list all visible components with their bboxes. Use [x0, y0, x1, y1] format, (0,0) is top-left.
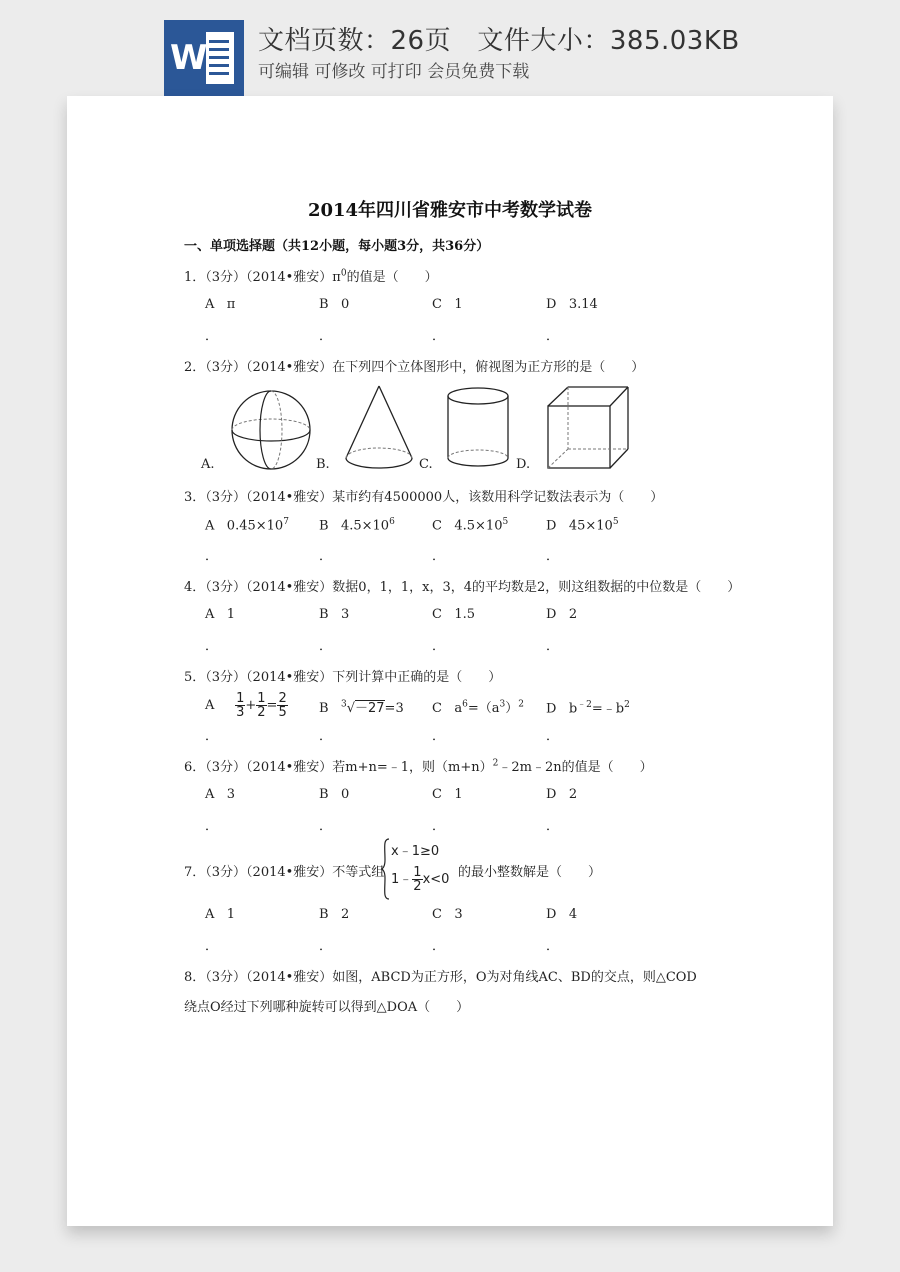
- q1-option-d[interactable]: D 3.14: [546, 297, 598, 312]
- q5-option-a[interactable]: A $\frac{1}{3}$ + $\frac{1}{2}$ = $\frac{2}{5}$: [205, 691, 287, 720]
- q2-option-b[interactable]: B.: [316, 457, 330, 472]
- fraction: $\frac{1}{2}$: [257, 691, 266, 720]
- q5-option-d[interactable]: D $b^{﹣2}=﹣b^2$: [546, 700, 630, 717]
- file-features: 可编辑 可修改 可打印 会员免费下载: [258, 62, 530, 82]
- file-info-banner: [0, 0, 900, 100]
- question-2: 2．（3分）（2014•雅安）在下列四个立体图形中，俯视图为正方形的是（ ）: [184, 360, 645, 375]
- q4-option-b[interactable]: B 3: [319, 607, 350, 622]
- q4-option-a[interactable]: A 1: [205, 607, 236, 622]
- question-7-tail: 的最小整数解是（ ）: [458, 865, 602, 880]
- fraction: $\frac{2}{5}$: [278, 691, 287, 720]
- file-stats: 文档页数：26页 文件大小：385.03KB: [258, 26, 740, 56]
- q7-option-a[interactable]: A 1: [205, 907, 236, 922]
- word-letter: W: [170, 32, 206, 84]
- q4-option-c[interactable]: C 1.5: [432, 607, 476, 622]
- q1-option-c[interactable]: C 1: [432, 297, 463, 312]
- question-4: 4．（3分）（2014•雅安）数据0，1，1，x，3，4的平均数是2，则这组数据的中位数是（ ）: [184, 580, 741, 595]
- question-6: 6．（3分）（2014•雅安）若m+n=﹣1，则$(m+n)^2﹣2m﹣2n$的值是（ ）: [184, 758, 653, 775]
- q2-option-d[interactable]: D.: [516, 457, 531, 472]
- q3-option-d[interactable]: D $45\times 10^5$: [546, 517, 619, 534]
- q5-option-b[interactable]: B $^3$√－27=3: [319, 699, 404, 716]
- inequality-line-2: 1﹣ $\frac{1}{2}$ x<0: [391, 865, 450, 894]
- q1-option-a[interactable]: A π: [205, 297, 236, 312]
- section-heading: 一、单项选择题（共12小题，每小题3分，共36分）: [184, 239, 490, 254]
- q3-option-c[interactable]: C $4.5\times 10^5$: [432, 517, 509, 534]
- question-7-stem: 7．（3分）（2014•雅安）不等式组: [184, 865, 385, 880]
- cube-figure: [545, 384, 631, 472]
- fraction: $\frac{1}{2}$: [413, 865, 422, 894]
- q3-option-a[interactable]: A $0.45\times 10^7$: [205, 517, 289, 534]
- q6-option-c[interactable]: C 1: [432, 787, 463, 802]
- cylinder-figure: [445, 386, 511, 470]
- document-page: 2014年四川省雅安市中考数学试卷 一、单项选择题（共12小题，每小题3分，共36分） 1．（3分）（2014•雅安）$\pi^0$的值是（ ） A π B 0 C 1 D 3.14 ． ． ． ． 2．（3分）（2014•雅安）在下列四个立体图形中，俯视图为正方形的是（ ） A. B. C. D. 3．（3分）（2014•雅安）某市约有4500000人，该数用科学记数法表示为（ ） A $0.45\times 10^7$ B $4.5\times 10^6$ C $4.5\times 10^5$ D $45\times 10^5$ ． ． ． ． 4．（3分）（2014•雅安）数据0，1，1，x，3，4的平均数是2，则这组数据的中位数是（ ） A 1 B 3 C 1.5 D 2 ． ． ． ． 5．（3分）（2014•雅安）下列计算中正确的是（ ） A $\frac{1}{3}$ + $\frac{1}{2}$ = $\frac{2}{5}$ B $^3$√－27=3 C $a^6=(a^3)^2$ D $b^{﹣2}=﹣b^2$ ． ． ． ． 6．（3分）（2014•雅安）若m+n=﹣1，则$(m+n)^2﹣2m﹣2n$的值是（ ） A 3 B 0 C 1 D 2 ． ． ． ． 7．（3分）（2014•雅安）不等式组 x﹣1≥0 1﹣ $\frac{1}{2}$ x<0 的最小整数解是（ ） A 1 B 2 C 3 D 4 ． ． ． ． 8．（3分）（2014•雅安）如图，ABCD为正方形，O为对角线AC、BD的交点，则△COD 绕点O经过下列哪种旋转可以得到△DOA（ ）: [67, 96, 833, 1226]
- q2-option-a[interactable]: A.: [201, 457, 215, 472]
- left-brace-icon: [380, 838, 390, 900]
- q1-option-b[interactable]: B 0: [319, 297, 350, 312]
- q6-option-b[interactable]: B 0: [319, 787, 350, 802]
- q3-option-b[interactable]: B $4.5\times 10^6$: [319, 517, 395, 534]
- word-document-icon: [164, 20, 244, 96]
- question-1: 1．（3分）（2014•雅安）$\pi^0$的值是（ ）: [184, 268, 438, 285]
- q4-option-d[interactable]: D 2: [546, 607, 578, 622]
- q6-option-a[interactable]: A 3: [205, 787, 236, 802]
- question-5: 5．（3分）（2014•雅安）下列计算中正确的是（ ）: [184, 670, 502, 685]
- exam-title: 2014年四川省雅安市中考数学试卷: [307, 200, 593, 221]
- question-8-line-1: 8．（3分）（2014•雅安）如图，ABCD为正方形，O为对角线AC、BD的交点，则△COD: [184, 970, 697, 985]
- q7-option-c[interactable]: C 3: [432, 907, 463, 922]
- question-3: 3．（3分）（2014•雅安）某市约有4500000人，该数用科学记数法表示为（ ）: [184, 490, 664, 505]
- q7-option-b[interactable]: B 2: [319, 907, 350, 922]
- q5-option-c[interactable]: C $a^6=(a^3)^2$: [432, 699, 524, 716]
- sphere-figure: [229, 388, 313, 472]
- inequality-line-1: x﹣1≥0: [391, 844, 440, 859]
- fraction: $\frac{1}{3}$: [236, 691, 245, 720]
- question-8-line-2: 绕点O经过下列哪种旋转可以得到△DOA（ ）: [184, 1000, 470, 1015]
- q6-option-d[interactable]: D 2: [546, 787, 578, 802]
- q7-option-d[interactable]: D 4: [546, 907, 578, 922]
- q2-option-c[interactable]: C.: [419, 457, 433, 472]
- radical-sign: √: [346, 701, 355, 716]
- cone-figure: [343, 384, 415, 474]
